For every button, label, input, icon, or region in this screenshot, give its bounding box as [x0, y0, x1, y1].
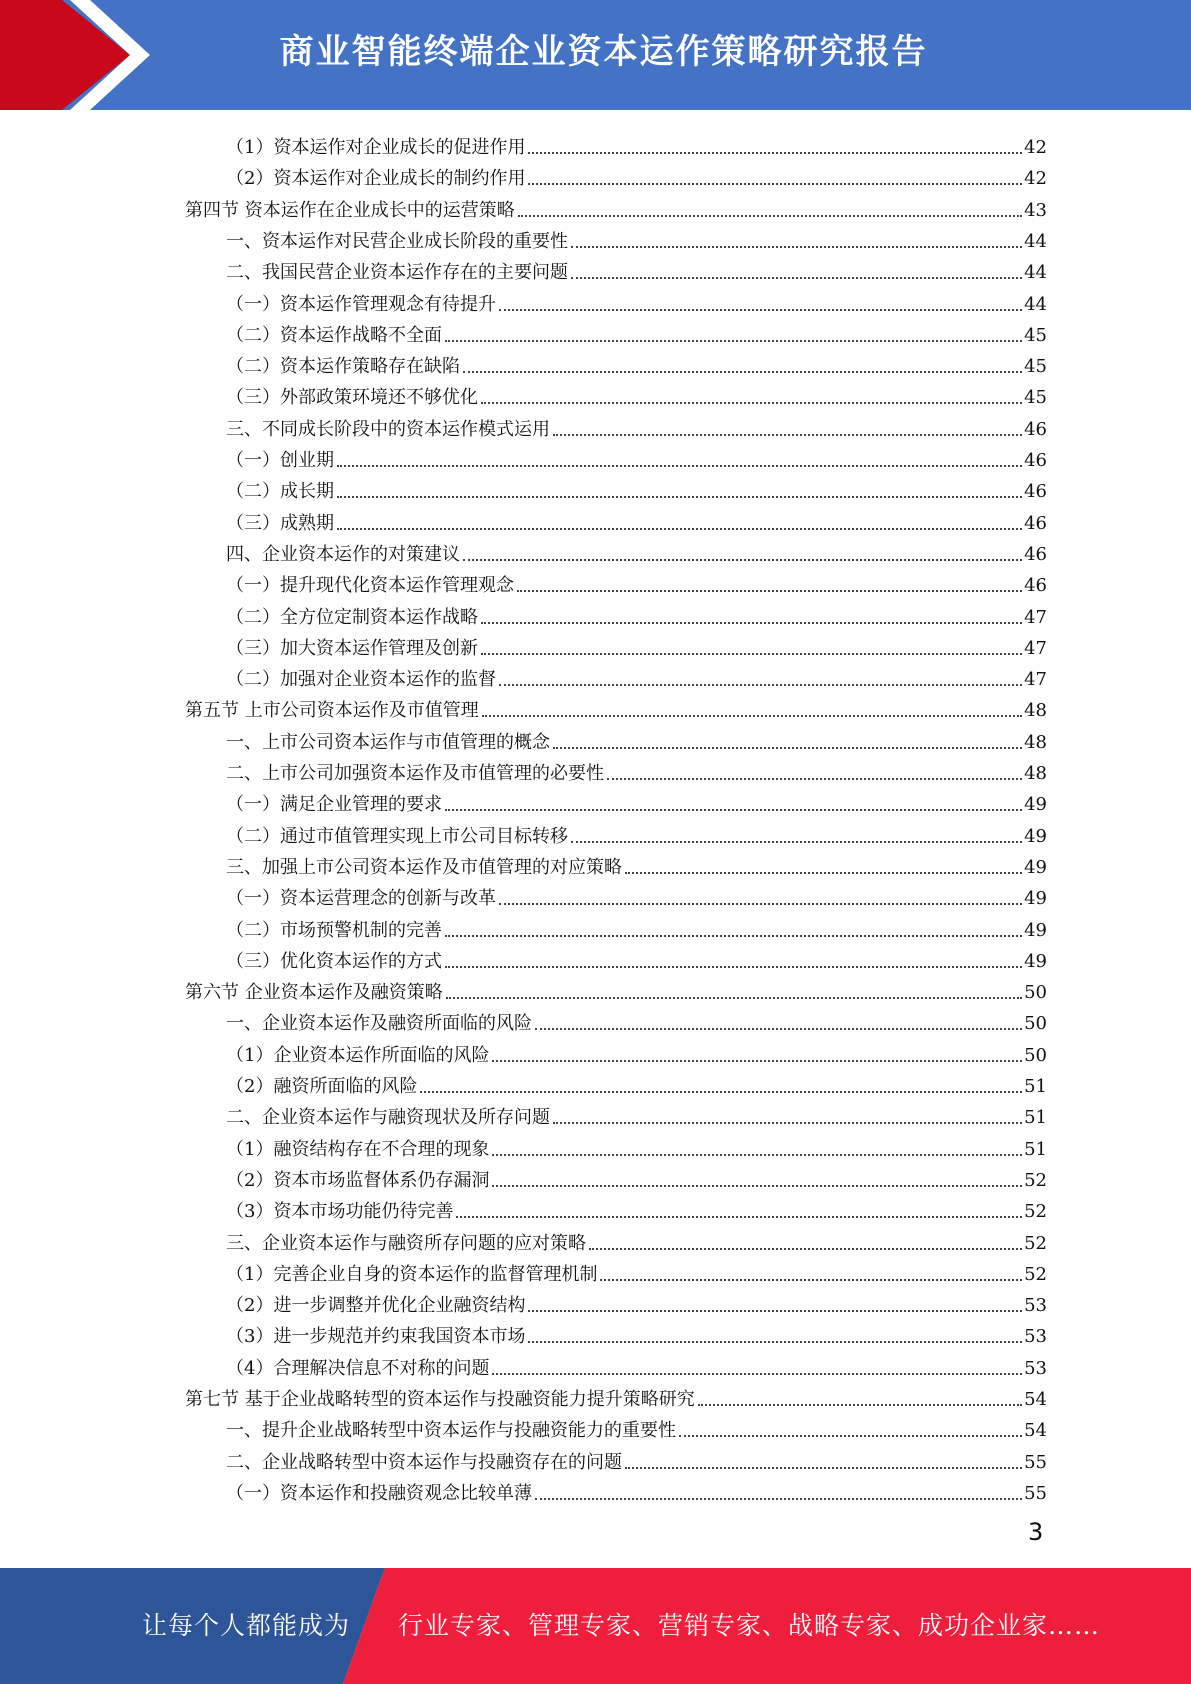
toc-entry-label: 一、资本运作对民营企业成长阶段的重要性	[226, 230, 568, 252]
toc-entry-page: 51	[1024, 1107, 1047, 1129]
toc-entry-page: 46	[1024, 575, 1047, 597]
toc-entry[interactable]	[226, 942, 1047, 973]
toc-entry-page: 50	[1024, 982, 1047, 1004]
toc-entry[interactable]	[226, 1098, 1047, 1129]
toc-dot-leader	[571, 841, 1022, 843]
toc-entry[interactable]	[226, 1130, 1047, 1161]
toc-entry[interactable]	[226, 1161, 1047, 1192]
toc-entry[interactable]	[226, 660, 1047, 691]
toc-dot-leader	[499, 309, 1022, 311]
toc-dot-leader	[528, 152, 1022, 154]
toc-entry-page: 51	[1024, 1138, 1047, 1160]
toc-entry[interactable]	[226, 629, 1047, 660]
toc-dot-leader	[600, 1279, 1022, 1281]
toc-entry[interactable]	[226, 817, 1047, 848]
toc-entry-page: 50	[1024, 1044, 1047, 1066]
toc-dot-leader	[571, 246, 1022, 248]
toc-dot-leader	[679, 1435, 1022, 1437]
report-title: 商业智能终端企业资本运作策略研究报告	[279, 32, 928, 72]
toc-entry-page: 51	[1024, 1076, 1047, 1097]
toc-entry-page: 44	[1024, 293, 1047, 315]
toc-entry-page: 47	[1024, 637, 1047, 659]
footer-slogan-left: 让每个人都能成为	[142, 1611, 351, 1640]
toc-dot-leader	[446, 997, 1022, 999]
toc-dot-leader	[589, 1248, 1022, 1250]
toc-entry[interactable]	[226, 441, 1047, 472]
toc-entry[interactable]	[226, 316, 1047, 347]
toc-dot-leader	[535, 1028, 1022, 1030]
toc-entry[interactable]	[226, 754, 1047, 785]
toc-dot-leader	[499, 903, 1022, 905]
toc-entry[interactable]	[226, 785, 1047, 816]
toc-dot-leader	[492, 1060, 1022, 1062]
toc-entry-label: （一）提升现代化资本运作管理观念	[226, 575, 514, 597]
toc-dot-leader	[481, 402, 1022, 404]
toc-entry-page: 48	[1024, 700, 1047, 722]
toc-entry[interactable]	[226, 1349, 1047, 1380]
toc-entry[interactable]	[226, 378, 1047, 409]
toc-entry-label: （三）优化资本运作的方式	[226, 950, 442, 972]
toc-entry-label: 第四节 资本运作在企业成长中的运营策略	[185, 199, 515, 221]
toc-entry-page: 42	[1024, 168, 1047, 190]
toc-entry-page: 46	[1024, 512, 1047, 534]
toc-entry-label: 第六节 企业资本运作及融资策略	[185, 982, 443, 1004]
toc-dot-leader	[481, 653, 1022, 655]
toc-entry-page: 52	[1024, 1201, 1047, 1223]
toc-dot-leader	[528, 1310, 1022, 1312]
toc-entry-page: 45	[1024, 324, 1047, 346]
toc-entry-page: 49	[1024, 919, 1047, 941]
toc-entry-label: （3）资本市场功能仍待完善	[226, 1201, 454, 1223]
toc-entry[interactable]	[185, 191, 1047, 222]
toc-entry[interactable]	[226, 222, 1047, 253]
toc-dot-leader	[571, 277, 1022, 279]
toc-entry[interactable]	[226, 1004, 1047, 1035]
toc-entry[interactable]	[226, 1067, 1047, 1098]
toc-entry[interactable]	[185, 691, 1047, 722]
toc-entry[interactable]	[226, 1317, 1047, 1348]
toc-dot-leader	[337, 465, 1022, 467]
toc-entry-label: （三）成熟期	[226, 512, 334, 534]
toc-entry-label: 二、上市公司加强资本运作及市值管理的必要性	[226, 763, 604, 784]
toc-entry[interactable]	[226, 1474, 1047, 1505]
toc-entry-label: 二、我国民营企业资本运作存在的主要问题	[226, 262, 568, 284]
toc-dot-leader	[499, 684, 1022, 686]
toc-entry-label: 三、不同成长阶段中的资本运作模式运用	[226, 418, 550, 440]
toc-dot-leader	[463, 559, 1022, 561]
toc-entry[interactable]	[226, 472, 1047, 503]
toc-entry[interactable]	[226, 1224, 1047, 1255]
toc-entry-page: 45	[1024, 387, 1047, 409]
toc-dot-leader	[445, 935, 1022, 937]
toc-dot-leader	[553, 434, 1022, 436]
page-header	[0, 0, 1191, 110]
toc-entry-label: （一）资本运营理念的创新与改革	[226, 888, 496, 910]
toc-entry-page: 52	[1024, 1169, 1047, 1191]
toc-entry-page: 55	[1024, 1451, 1047, 1473]
toc-entry-label: 第七节 基于企业战略转型的资本运作与投融资能力提升策略研究	[185, 1389, 695, 1410]
toc-entry-label: （4）合理解决信息不对称的问题	[226, 1357, 490, 1379]
toc-dot-leader	[528, 183, 1022, 185]
toc-entry[interactable]	[226, 347, 1047, 378]
toc-entry[interactable]	[226, 911, 1047, 942]
toc-dot-leader	[445, 966, 1022, 968]
toc-entry[interactable]	[226, 1286, 1047, 1317]
toc-dot-leader	[528, 1341, 1022, 1343]
toc-entry-page: 42	[1024, 137, 1047, 158]
toc-entry-label: 第五节 上市公司资本运作及市值管理	[185, 700, 479, 722]
toc-entry-label: 三、企业资本运作与融资所存问题的应对策略	[226, 1232, 586, 1254]
toc-entry-label: （二）全方位定制资本运作战略	[226, 606, 478, 628]
toc-entry[interactable]	[226, 504, 1047, 535]
toc-entry[interactable]	[226, 285, 1047, 316]
toc-entry-label: （二）资本运作策略存在缺陷	[226, 356, 460, 378]
toc-entry-label: （3）进一步规范并约束我国资本市场	[226, 1326, 526, 1348]
toc-entry-page: 54	[1024, 1420, 1047, 1442]
toc-dot-leader	[337, 528, 1022, 530]
toc-entry-label: 四、企业资本运作的对策建议	[226, 543, 460, 565]
toc-entry-page: 46	[1024, 481, 1047, 503]
toc-entry-page: 48	[1024, 731, 1047, 753]
toc-entry-page: 43	[1024, 199, 1047, 221]
toc-entry-label: （1）企业资本运作所面临的风险	[226, 1044, 490, 1066]
toc-entry[interactable]	[226, 253, 1047, 284]
toc-entry-page: 52	[1024, 1232, 1047, 1254]
toc-entry[interactable]	[226, 566, 1047, 597]
toc-dot-leader	[518, 215, 1022, 217]
toc-entry[interactable]	[226, 879, 1047, 910]
toc-dot-leader	[553, 747, 1022, 749]
toc-entry[interactable]	[226, 1255, 1047, 1286]
toc-entry-page: 53	[1024, 1326, 1047, 1348]
toc-entry-page: 45	[1024, 356, 1047, 378]
toc-entry-page: 53	[1024, 1357, 1047, 1379]
toc-dot-leader	[492, 1154, 1022, 1156]
footer-slogan-right: 行业专家、管理专家、营销专家、战略专家、成功企业家……	[398, 1611, 1101, 1640]
toc-entry-label: （一）资本运作管理观念有待提升	[226, 293, 496, 315]
toc-entry[interactable]	[226, 848, 1047, 879]
toc-entry[interactable]	[185, 1380, 1047, 1411]
toc-entry-page: 47	[1024, 669, 1047, 691]
toc-entry-label: 一、企业资本运作及融资所面临的风险	[226, 1013, 532, 1035]
toc-entry[interactable]	[226, 1192, 1047, 1223]
toc-dot-leader	[482, 715, 1022, 717]
toc-entry-label: 一、提升企业战略转型中资本运作与投融资能力的重要性	[226, 1420, 676, 1442]
toc-entry-label: （1）融资结构存在不合理的现象	[226, 1138, 490, 1160]
toc-entry[interactable]	[226, 1036, 1047, 1067]
toc-entry-label: 二、企业资本运作与融资现状及所存问题	[226, 1107, 550, 1129]
toc-entry-label: （一）资本运作和投融资观念比较单薄	[226, 1482, 532, 1504]
toc-entry-page: 54	[1024, 1389, 1047, 1410]
toc-entry-label: （2）融资所面临的风险	[226, 1076, 418, 1097]
toc-entry-page: 47	[1024, 606, 1047, 628]
toc-dot-leader	[445, 340, 1022, 342]
page-footer	[0, 1568, 1191, 1684]
toc-dot-leader	[337, 496, 1022, 498]
toc-entry[interactable]	[226, 723, 1047, 754]
toc-entry-label: （一）满足企业管理的要求	[226, 794, 442, 816]
toc-entry-label: （1）资本运作对企业成长的促进作用	[226, 137, 526, 158]
toc-entry[interactable]	[226, 598, 1047, 629]
toc-entry-page: 46	[1024, 418, 1047, 440]
toc-entry-label: （2）进一步调整并优化企业融资结构	[226, 1295, 526, 1317]
toc-dot-leader	[607, 778, 1022, 780]
toc-dot-leader	[481, 622, 1022, 624]
toc-entry[interactable]	[226, 159, 1047, 190]
toc-entry-label: （一）创业期	[226, 450, 334, 471]
toc-dot-leader	[420, 1091, 1022, 1093]
toc-entry-page: 49	[1024, 794, 1047, 816]
toc-entry-page: 48	[1024, 763, 1047, 784]
toc-entry-page: 52	[1024, 1263, 1047, 1285]
toc-entry[interactable]	[226, 410, 1047, 441]
toc-dot-leader	[517, 590, 1022, 592]
toc-dot-leader	[535, 1498, 1022, 1500]
toc-dot-leader	[625, 872, 1022, 874]
toc-entry-label: （三）外部政策环境还不够优化	[226, 387, 478, 409]
toc-entry-page: 46	[1024, 450, 1047, 471]
toc-dot-leader	[625, 1467, 1022, 1469]
toc-entry-label: （1）完善企业自身的资本运作的监督管理机制	[226, 1263, 598, 1285]
toc-entry-label: （二）成长期	[226, 481, 334, 503]
toc-dot-leader	[492, 1373, 1022, 1375]
toc-entry-label: 三、加强上市公司资本运作及市值管理的对应策略	[226, 856, 622, 878]
toc-entry-label: （2）资本市场监督体系仍存漏洞	[226, 1169, 490, 1191]
toc-entry-label: 二、企业战略转型中资本运作与投融资存在的问题	[226, 1451, 622, 1473]
toc-entry[interactable]	[226, 128, 1047, 159]
toc-entry-page: 49	[1024, 856, 1047, 878]
page-number: 3	[1028, 1518, 1044, 1546]
toc-entry-page: 49	[1024, 825, 1047, 847]
toc-entry-page: 55	[1024, 1482, 1047, 1504]
toc-entry-page: 49	[1024, 950, 1047, 972]
toc-entry-label: （三）加大资本运作管理及创新	[226, 637, 478, 659]
toc-entry-page: 44	[1024, 230, 1047, 252]
toc-entry[interactable]	[185, 973, 1047, 1004]
toc-dot-leader	[463, 371, 1022, 373]
toc-entry-label: （二）市场预警机制的完善	[226, 919, 442, 941]
toc-entry-label: （二）加强对企业资本运作的监督	[226, 669, 496, 691]
toc-entry[interactable]	[226, 535, 1047, 566]
toc-dot-leader	[456, 1216, 1022, 1218]
toc-dot-leader	[553, 1122, 1022, 1124]
toc-dot-leader	[445, 809, 1022, 811]
toc-entry[interactable]	[226, 1411, 1047, 1442]
toc-entry-page: 46	[1024, 543, 1047, 565]
toc-entry-label: （2）资本运作对企业成长的制约作用	[226, 168, 526, 190]
toc-entry-label: （二）资本运作战略不全面	[226, 324, 442, 346]
toc-entry[interactable]	[226, 1443, 1047, 1474]
toc-entry-label: 一、上市公司资本运作与市值管理的概念	[226, 731, 550, 753]
toc-entry-label: （二）通过市值管理实现上市公司目标转移	[226, 825, 568, 847]
toc-entry-page: 49	[1024, 888, 1047, 910]
toc-entry-page: 50	[1024, 1013, 1047, 1035]
toc-entry-page: 53	[1024, 1295, 1047, 1317]
toc-entry-page: 44	[1024, 262, 1047, 284]
toc-dot-leader	[698, 1404, 1022, 1406]
toc-dot-leader	[492, 1185, 1022, 1187]
